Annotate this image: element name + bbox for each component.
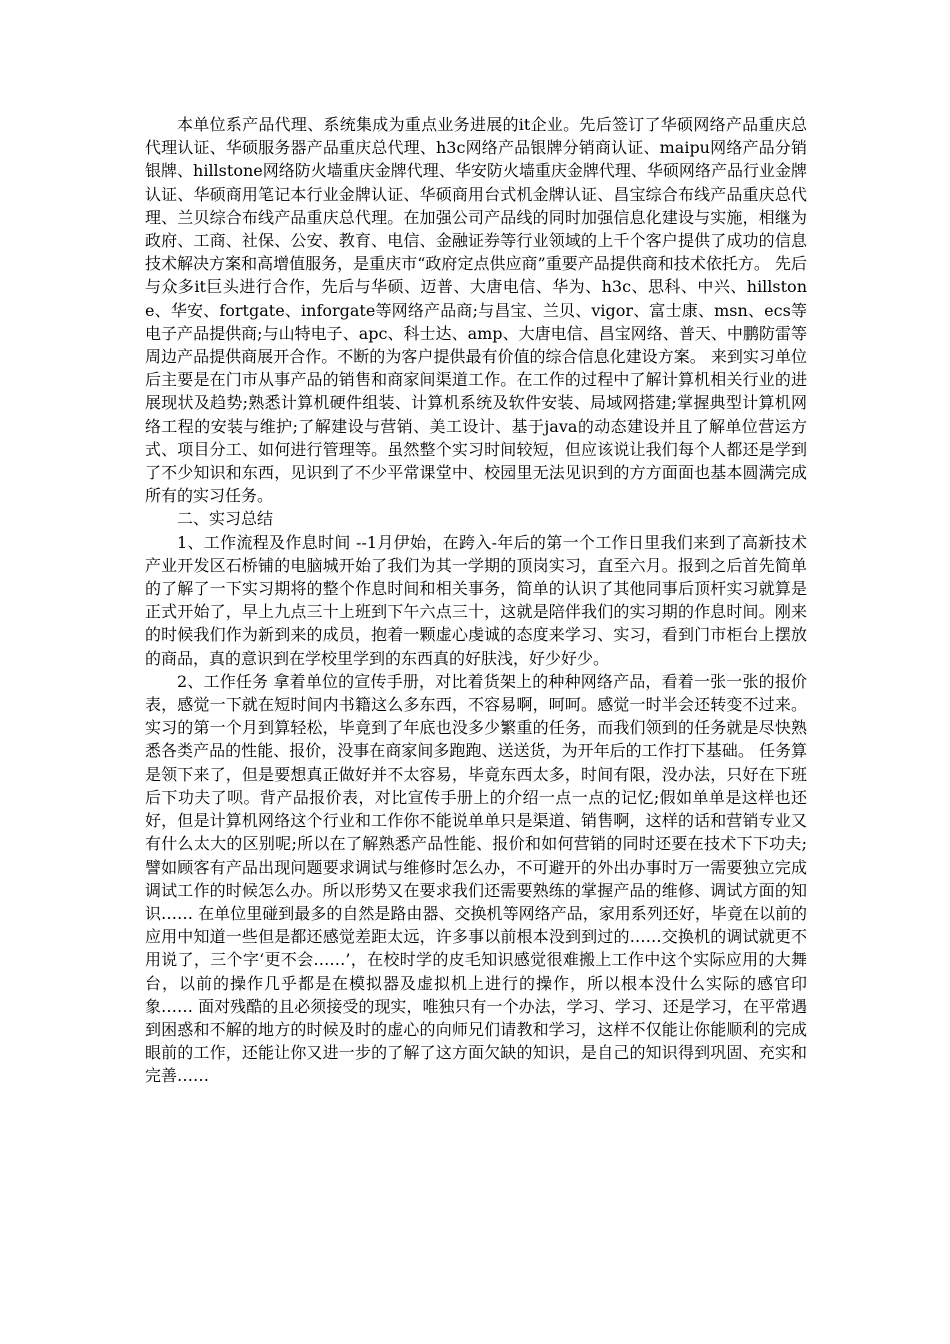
document-page (145, 113, 807, 1088)
body-paragraph-workflow: 1、工作流程及作息时间 --1月伊始，在跨入-年后的第一个工作日里我们来到了高新技术产业开发区石桥铺的电脑城开始了我们为其一学期的顶岗实习，直至六月。报到之后首先简单的了解了一下实习期将的整个作息时间和相关事务，简单的认识了其他同事后顶杆实习就算是正式开始了，早上九点三十上班到下午六点三十，这就是陪伴我们的实习期的作息时间。刚来的时候我们作为新到来的成员，抱着一颗虚心虔诚的态度来学习、实习，看到门市柜台上摆放的商品，真的意识到在学校里学到的东西真的好肤浅，好少好少。 (145, 532, 807, 668)
body-paragraph-tasks: 2、工作任务 拿着单位的宣传手册，对比着货架上的种种网络产品，看着一张一张的报价表，感觉一下就在短时间内书籍这么多东西，不容易啊，呵呵。感觉一时半会还转变不过来。 实习的第一个月到算轻松，毕竟到了年底也没多少繁重的任务，而我们领到的任务就是尽快熟悉各类产品的性能、报价，没事在商家间多跑跑、送送货，为开年后的工作打下基础。 任务算是领下来了，但是要想真正做好并不太容易，毕竟东西太多，时间有限，没办法，只好在下班后下功夫了呗。背产品报价表，对比宣传手册上的介绍一点一点的记忆;假如单单是这样也还好，但是计算机网络这个行业和工作你不能说单单只是渠道、销售啊，这样的话和营销专业又有什么太大的区别呢;所以在了解熟悉产品性能、报价和如何营销的同时还要在技术下下功夫;譬如顾客有产品出现问题要求调试与维修时怎么办，不可避开的外出办事时万一需要独立完成调试工作的时候怎么办。所以形势又在要求我们还需要熟练的掌握产品的维修、调试方面的知识…… 在单位里碰到最多的自然是路由器、交换机等网络产品，家用系列还好，毕竟在以前的应用中知道一些但是都还感觉差距太远，许多事以前根本没到到过的……交换机的调试就更不用说了，三个字‘更不会……’，在校时学的皮毛知识感觉很难搬上工作中这个实际应用的大舞台，以前的操作几乎都是在模拟器及虚拟机上进行的操作，所以根本没什么实际的感官印象…… 面对残酷的且必须接受的现实，唯独只有一个办法，学习、学习、还是学习，在平常遇到困惑和不解的地方的时候及时的虚心的向师兄们请教和学习，这样不仅能让你能顺利的完成眼前的工作，还能让你又进一步的了解了这方面欠缺的知识，是自己的知识得到巩固、充实和完善…… (145, 671, 807, 1086)
section-heading-summary: 二、实习总结 (177, 509, 274, 529)
body-paragraph-intro: 本单位系产品代理、系统集成为重点业务进展的it企业。先后签订了华硕网络产品重庆总代理认证、华硕服务器产品重庆总代理、h3c网络产品银牌分销商认证、maipu网络产品分销银牌、hillstone网络防火墙重庆金牌代理、华安防火墙重庆金牌代理、华硕网络产品行业金牌认证、华硕商用笔记本行业金牌认证、华硕商用台式机金牌认证、昌宝综合布线产品重庆总代理、兰贝综合布线产品重庆总代理。在加强公司产品线的同时加强信息化建设与实施，相继为政府、工商、社保、公安、教育、电信、金融证券等行业领域的上千个客户提供了成功的信息技术解决方案和高增值服务，是重庆市“政府定点供应商”重要产品提供商和技术依托方。 先后与众多it巨头进行合作，先后与华硕、迈普、大唐电信、华为、h3c、思科、中兴、hillstone、华安、fortgate、inforgate等网络产品商;与昌宝、兰贝、vigor、富士康、msn、ecs等电子产品提供商;与山特电子、apc、科士达、amp、大唐电信、昌宝网络、普天、中鹏防雷等周边产品提供商展开合作。不断的为客户提供最有价值的综合信息化建设方案。 来到实习单位后主要是在门市从事产品的销售和商家间渠道工作。在工作的过程中了解计算机相关行业的进展现状及趋势;熟悉计算机硬件组装、计算机系统及软件安装、局域网搭建;掌握典型计算机网络工程的安装与维护;了解建设与营销、美工设计、基于java的动态建设并且了解单位营运方式、项目分工、如何进行管理等。虽然整个实习时间较短，但应该说让我们每个人都还是学到了不少知识和东西，见识到了不少平常课堂中、校园里无法见识到的方方面面也基本圆满完成所有的实习任务。 (145, 115, 807, 506)
